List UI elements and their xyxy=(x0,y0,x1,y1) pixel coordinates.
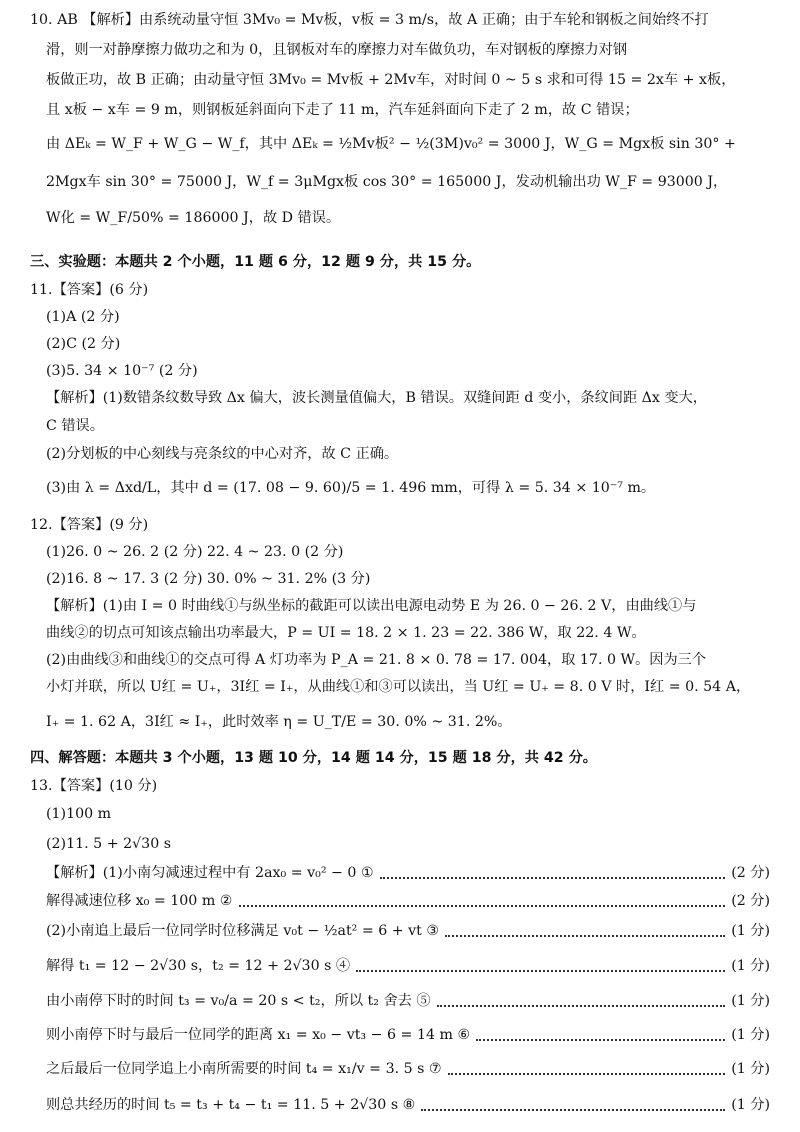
q12-explain-2: 曲线②的切点可知该点输出功率最大，P = UI = 18. 2 × 1. 23 = 22. 386 W，取 22. 4 W。 xyxy=(46,625,646,641)
q12-explain-1: 【解析】(1)由 I = 0 时曲线①与纵坐标的截距可以读出电源电动势 E 为 26. 0 − 26. 2 V，由曲线①与 xyxy=(46,598,697,614)
q13-step-6-points: (1 分) xyxy=(731,1027,770,1043)
q13-step-5 xyxy=(46,990,770,1012)
q13-step-1-points: (2 分) xyxy=(731,865,770,881)
q13-step-4-text: 解得 t₁ = 12 − 2√30 s，t₂ = 12 + 2√30 s ④ xyxy=(46,958,351,974)
q12-explain-5: I₊ = 1. 62 A，3I红 ≈ I₊，此时效率 η = U_T/E = 30. 0% ~ 31. 2%。 xyxy=(46,714,512,730)
q13-answer-title: 13.【答案】(10 分) xyxy=(30,778,158,794)
leader-dots xyxy=(476,1029,725,1041)
q12-answer-title: 12.【答案】(9 分) xyxy=(30,517,149,533)
q12-answer-1: (1)26. 0 ~ 26. 2 (2 分) 22. 4 ~ 23. 0 (2 分) xyxy=(46,544,344,560)
q13-step-1-text: 【解析】(1)小南匀减速过程中有 2ax₀ = v₀² − 0 ① xyxy=(46,865,374,881)
section-3-heading: 三、实验题：本题共 2 个小题，11 题 6 分，12 题 9 分，共 15 分。 xyxy=(30,254,481,270)
q10-line-7: W化 = W_F/50% = 186000 J，故 D 错误。 xyxy=(46,210,341,226)
q13-step-7 xyxy=(46,1058,770,1080)
q10-line-6: 2Mgx车 sin 30° = 75000 J，W_f = 3μMgx板 cos 30° = 165000 J，发动机输出功 W_F = 93000 J， xyxy=(46,174,728,190)
leader-dots xyxy=(448,1063,726,1075)
q13-step-3 xyxy=(46,920,770,942)
q13-step-2-points: (2 分) xyxy=(731,893,770,909)
q10-line-3: 板做正功，故 B 正确；由动量守恒 3Mv₀ = Mv板 + 2Mv车，对时间 0 ~ 5 s 求和可得 15 = 2x车 + x板， xyxy=(46,72,736,88)
q10-line-5: 由 ΔEₖ = W_F + W_G − W_f，其中 ΔEₖ = ½Mv板² − ½(3M)v₀² = 3000 J，W_G = Mgx板 sin 30° + xyxy=(46,136,736,152)
q13-step-5-points: (1 分) xyxy=(731,993,770,1009)
q13-step-4 xyxy=(46,955,770,977)
leader-dots xyxy=(239,895,726,907)
q13-step-4-points: (1 分) xyxy=(731,958,770,974)
q11-explain-4: (3)由 λ = Δxd/L，其中 d = (17. 08 − 9. 60)/5 = 1. 496 mm，可得 λ = 5. 34 × 10⁻⁷ m。 xyxy=(46,480,656,496)
q13-step-2-text: 解得减速位移 x₀ = 100 m ② xyxy=(46,893,233,909)
leader-dots xyxy=(437,995,726,1007)
q13-answer-2: (2)11. 5 + 2√30 s xyxy=(46,836,172,852)
q13-step-2 xyxy=(46,890,770,912)
q13-step-6-text: 则小南停下时与最后一位同学的距离 x₁ = x₀ − vt₃ − 6 = 14 m ⑥ xyxy=(46,1027,471,1043)
q13-step-5-text: 由小南停下时的时间 t₃ = v₀/a = 20 s < t₂，所以 t₂ 舍去 ⑤ xyxy=(46,993,431,1009)
leader-dots xyxy=(445,925,725,937)
q11-answer-3: (3)5. 34 × 10⁻⁷ (2 分) xyxy=(46,363,198,379)
q10-line-2: 滑，则一对静摩擦力做功之和为 0，且钢板对车的摩擦力对车做负功，车对钢板的摩擦力对钢 xyxy=(46,42,628,58)
q11-answer-title: 11.【答案】(6 分) xyxy=(30,282,149,298)
q13-step-7-points: (1 分) xyxy=(731,1061,770,1077)
q13-step-3-points: (1 分) xyxy=(731,923,770,939)
q13-step-8-text: 则总共经历的时间 t₅ = t₃ + t₄ − t₁ = 11. 5 + 2√30 s ⑧ xyxy=(46,1097,416,1113)
q11-answer-1: (1)A (2 分) xyxy=(46,309,120,325)
q11-explain-3: (2)分划板的中心刻线与亮条纹的中心对齐，故 C 正确。 xyxy=(46,446,399,462)
q10-line-4: 且 x板 − x车 = 9 m，则钢板延斜面向下走了 11 m，汽车延斜面向下走了 2 m，故 C 错误； xyxy=(46,102,639,118)
leader-dots xyxy=(380,867,726,879)
q12-answer-2: (2)16. 8 ~ 17. 3 (2 分) 30. 0% ~ 31. 2% (3 分) xyxy=(46,571,371,587)
q13-step-7-text: 之后最后一位同学追上小南所需要的时间 t₄ = x₁/v = 3. 5 s ⑦ xyxy=(46,1061,442,1077)
q11-explain-2: C 错误。 xyxy=(46,418,104,434)
q13-step-3-text: (2)小南追上最后一位同学时位移满足 v₀t − ½at² = 6 + vt ③ xyxy=(46,923,440,939)
q11-answer-2: (2)C (2 分) xyxy=(46,336,121,352)
q12-explain-3: (2)由曲线③和曲线①的交点可得 A 灯功率为 P_A = 21. 8 × 0. 78 = 17. 004，取 17. 0 W。因为三个 xyxy=(46,652,707,668)
q13-answer-1: (1)100 m xyxy=(46,806,112,822)
q13-step-6 xyxy=(46,1024,770,1046)
q13-step-1 xyxy=(46,862,770,884)
q11-explain-1: 【解析】(1)数错条纹数导致 Δx 偏大，波长测量值偏大，B 错误。双缝间距 d 变小，条纹间距 Δx 变大， xyxy=(46,390,707,406)
q13-step-8 xyxy=(46,1094,770,1116)
section-4-heading: 四、解答题：本题共 3 个小题，13 题 10 分，14 题 14 分，15 题 18 分，共 42 分。 xyxy=(30,750,597,766)
q10-line-1: 10. AB 【解析】由系统动量守恒 3Mv₀ = Mv板，v板 = 3 m/s，故 A 正确；由于车轮和钢板之间始终不打 xyxy=(30,12,709,28)
q13-step-8-points: (1 分) xyxy=(731,1097,770,1113)
q12-explain-4: 小灯并联，所以 U红 = U₊，3I红 = I₊，从曲线①和③可以读出，当 U红 = U₊ = 8. 0 V 时，I红 = 0. 54 A， xyxy=(46,679,751,695)
leader-dots xyxy=(421,1099,725,1111)
leader-dots xyxy=(356,960,725,972)
